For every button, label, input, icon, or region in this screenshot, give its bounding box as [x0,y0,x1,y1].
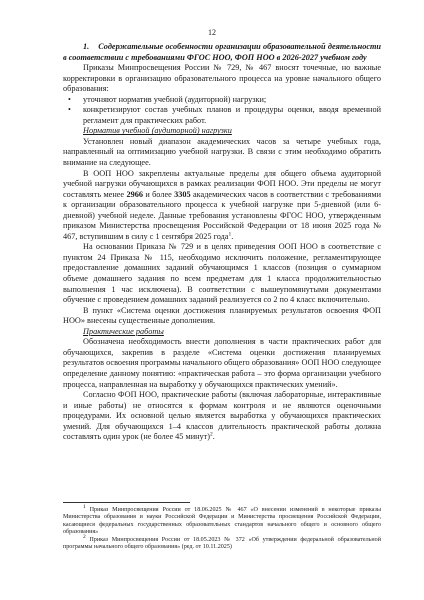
paragraph: Установлен новый диапазон академических часов за четыре учебных года, направленный на оптимизацию учебной нагрузки. В связи с этим необходимо обратить внимание на следующее. [63,136,381,168]
max-hours: 3305 [174,189,191,199]
min-hours: 2966 [126,189,143,199]
text-run: . [212,432,215,442]
footnote-divider [63,502,190,503]
footnote-mark: 2 [83,533,86,540]
text-run: . [231,231,234,241]
bullet-item [63,105,381,126]
text-run: В ООП НОО закреплены актуальные пределы для общего объема аудиторной учебной нагрузки обучающихся в рамках реализации ФОП НОО. Эти пределы не могут составлять менее [63,168,381,199]
paragraph: На основании Приказа № 729 и в целях приведения ООП НОО в соответствие с пунктом 24 Приказа № 115, необходимо исключить положение, регламентирующее предоставление домашних заданий обучающимся 1 классов (позиция о суммарном объеме домашнего задания по всем предметам для 1 класса продолжительностью выполнения 1 час исключена). В соответствии с вышеупомянутыми документами обучение с проведением домашних заданий реализуется со 2 по 4 класс включительно. [63,242,381,305]
subsection-title-load: Норматив учебной (аудиторной) нагрузки [83,126,232,136]
bullet-icon: • [68,94,71,104]
text-run: и более [142,189,175,199]
footnote-ref-1[interactable]: 1 [228,231,232,238]
document-body [63,42,381,443]
footnote-mark: 1 [83,504,86,510]
paragraph: Обозначена необходимость внести дополнения в части практических работ для обучающихся, закрепив в разделе «Система оценки достижения планируемых результатов освоения программы начального общего образования» ООП НОО следующее определение данному понятию: «практическая работа – это форма организации учебного процесса, направленная на выработку у обучающихся практических умений». [63,337,381,389]
page-number: 12 [208,28,216,37]
footnote-ref-2[interactable]: 2 [210,431,213,438]
bullet-text: уточняют норматив учебной (аудиторной) нагрузки; [83,94,267,104]
paragraph-hours [63,169,381,243]
bullet-list [63,95,381,127]
bullet-icon: • [68,105,71,115]
footnotes [63,504,381,552]
footnote-text: Приказ Минпросвещения России от 18.05.2023 № 372 «Об утверждении федеральной образовательной программы начального общего образования» (ред. от 10.11.2025) [63,536,381,551]
bullet-item [63,95,381,106]
text-run: Согласно ФОП НОО, практические работы (включая лабораторные, интерактивные и иные работы) не относятся к формам контроля и не являются оценочными процедурами. Их основной целью является выработка у обучающихся практических умений. Для обучающихся 1–4 классов длительность практической работы должна составлять один урок (не более 45 минут) [63,390,381,442]
footnote [63,533,381,552]
bullet-text: конкретизируют состав учебных планов и процедуры оценки, вводя временной регламент для практических работ. [83,105,381,125]
paragraph-practical [63,390,381,443]
intro-paragraph: Приказы Минпросвещения России № 729, № 467 вносят точечные, но важные корректировки в организацию образовательного процесса на уровне начального общего образования: [63,63,381,94]
paragraph: В пункт «Система оценки достижения планируемых результатов освоения ФОП НОО» внесены существенные дополнения. [63,305,381,326]
text-run: академических часов в соответствии с требованиями к организации образовательного процесса к учебной нагрузке при 5-дневной (или 6-дневной) учебной неделе. Данные требования установлены ФГОС НОО, утвержденным приказом Министерства просвещения Российской Федерации от 18 июня 2025 года № 467, вступившим в силу с 1 сентября 2025 года [63,189,381,241]
heading-number: 1. [83,42,90,51]
footnote [63,504,381,537]
footnote-text: Приказ Минпросвещения России от 18.06.2025 № 467 «О внесении изменений в некоторые приказы Министерства образования и науки Российской Федерации и Министерства просвещения Российской Федерации, касающиеся федеральных государственных образовательных стандартов начального общего и основного общего образования» [63,507,381,536]
subsection-title-practical: Практические работы [83,326,164,336]
section-heading [63,42,381,63]
heading-text: Содержательные особенности организации образовательной деятельности в соответствии с требованиями ФГОС НОО, ФОП НОО в 2026-2027 учебном году [63,42,381,62]
